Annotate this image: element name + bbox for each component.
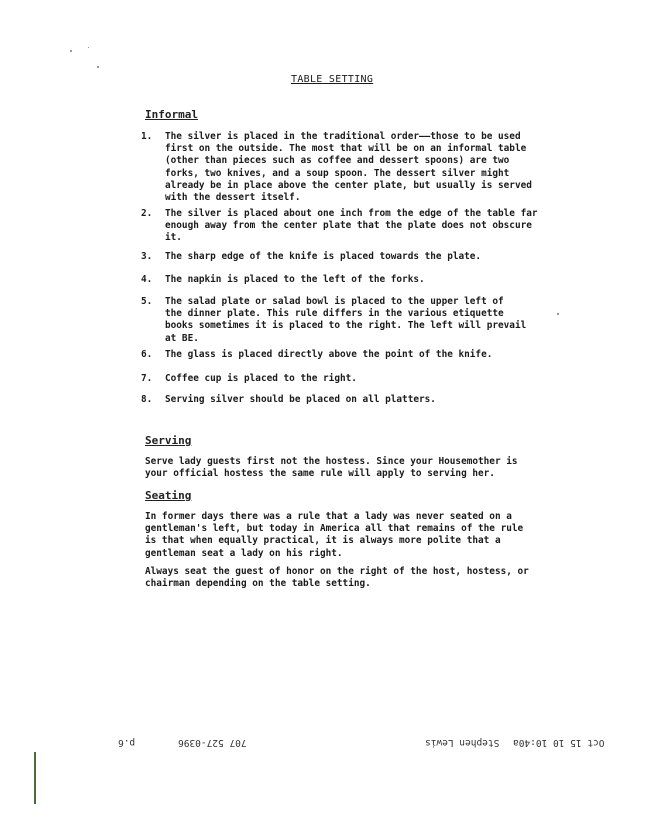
serving-paragraph: Serve lady guests first not the hostess. Since your Housemother is your official hostess the same rule will apply to serving her.: [145, 456, 518, 480]
seating-paragraph: Always seat the guest of honor on the right of the host, hostess, or chairman depending on the table setting.: [145, 566, 529, 590]
fax-datetime: Oct 15 10 10:40a: [513, 737, 605, 748]
scan-speck: [88, 47, 89, 48]
list-item-number: 7.: [141, 373, 153, 384]
scan-speck: [70, 50, 72, 52]
list-item-number: 4.: [141, 274, 153, 285]
scan-speck: [557, 313, 559, 315]
fax-phone: 707 527-0396: [178, 737, 247, 748]
section-heading-serving: Serving: [145, 434, 192, 447]
page-title: TABLE SETTING: [291, 74, 374, 85]
scan-speck: [97, 66, 99, 68]
list-item-number: 6.: [141, 349, 153, 360]
scan-edge-line: [34, 752, 36, 804]
section-heading-informal: Informal: [145, 108, 198, 121]
list-item-text: The sharp edge of the knife is placed towards the plate.: [165, 251, 482, 262]
list-item-text: The silver is placed in the traditional order——those to be used first on the outside. The most that will be on an informal table (other than pieces such as coffee and dessert spoons) are two forks, two knives, and a soup spoon. The dessert silver might already be in place above the center plate, but usually is served with the dessert itself.: [165, 131, 532, 204]
list-item-number: 8.: [141, 394, 153, 405]
fax-sender: Stephen Lewis: [425, 737, 500, 748]
list-item-text: The salad plate or salad bowl is placed to the upper left of the dinner plate. This rule differs in the various etiquette books sometimes it is placed to the right. The left will prevail at BE.: [165, 296, 527, 344]
list-item-number: 1.: [141, 131, 153, 142]
list-item-text: The napkin is placed to the left of the forks.: [165, 274, 425, 285]
list-item-text: Coffee cup is placed to the right.: [165, 373, 357, 384]
list-item-number: 5.: [141, 296, 153, 307]
list-item-number: 2.: [141, 208, 153, 219]
list-item-text: The glass is placed directly above the point of the knife.: [165, 349, 493, 360]
fax-page-number: p.6: [118, 737, 136, 748]
list-item-text: The silver is placed about one inch from the edge of the table far enough away from the center plate that the plate does not obscure it.: [165, 208, 538, 244]
list-item-number: 3.: [141, 251, 153, 262]
section-heading-seating: Seating: [145, 489, 192, 502]
list-item-text: Serving silver should be placed on all platters.: [165, 394, 436, 405]
seating-paragraph: In former days there was a rule that a lady was never seated on a gentleman's left, but today in America all that remains of the rule is that when equally practical, it is always more polite that a gentleman seat a lady on his right.: [145, 511, 524, 559]
